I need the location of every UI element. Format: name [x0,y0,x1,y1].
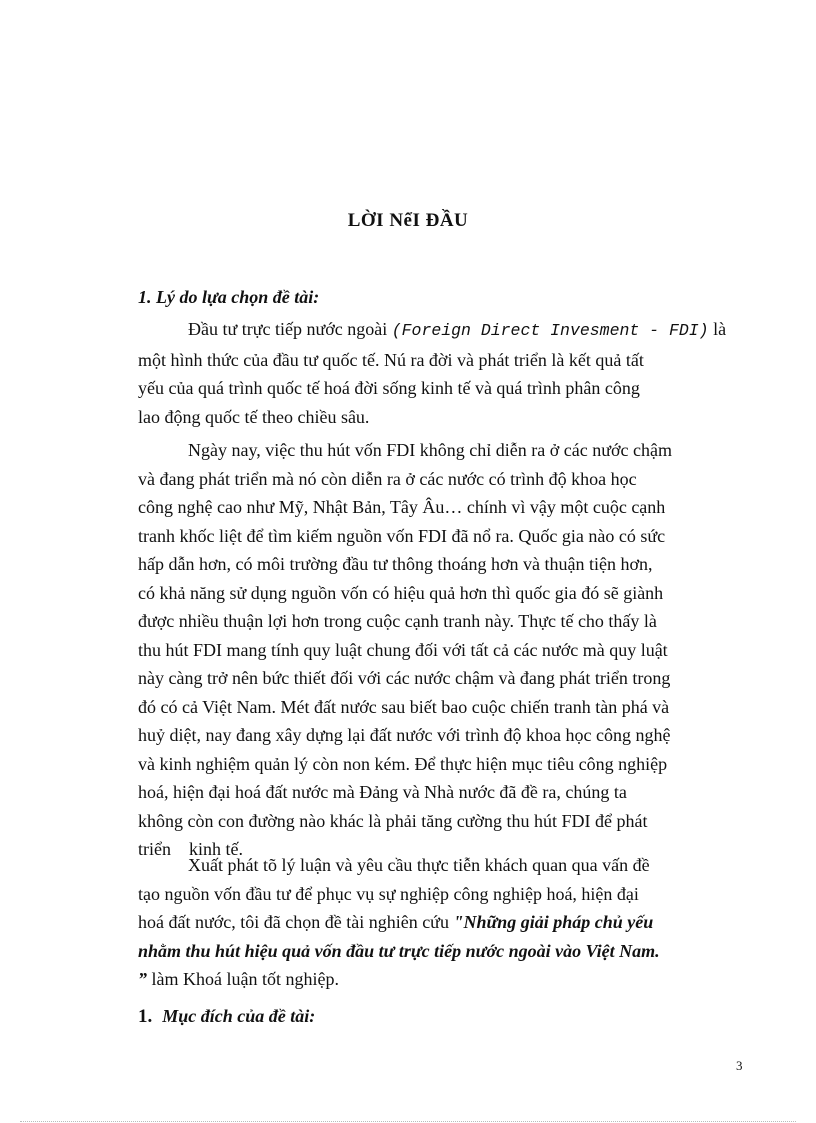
paragraph-line: này càng trở nên bức thiết đối với các nước chậm và đang phát triển trong [138,668,671,688]
paragraph-line: công nghệ cao như Mỹ, Nhật Bản, Tây Âu… chính vì vậy một cuộc cạnh [138,497,666,517]
paragraph-line: Đầu tư trực tiếp nước ngoài (Foreign Direct Invesment - FDI) là [188,319,727,340]
paragraph-line: và đang phát triển mà nó còn diễn ra ở các nước có trình độ khoa học [138,468,637,489]
paragraph-line: hấp dẫn hơn, có môi trường đầu tư thông thoáng hơn và thuận tiện hơn, [138,554,653,574]
paragraph-line: lao động quốc tế theo chiều sâu. [138,406,370,427]
paragraph-thesis-topic [138,851,740,994]
paragraph-line: được nhiều thuận lợi hơn trong cuộc cạnh tranh này. Thực tế cho thấy là [138,611,657,631]
paragraph-line: và kinh nghiệm quản lý còn non kém. Để thực hiện mục tiêu công nghiệp [138,753,668,774]
paragraph-line: đó có cả Việt Nam. Mét đất nước sau biết bao cuộc chiến tranh tàn phá và [138,696,670,717]
paragraph-line: Xuất phát tõ lý luận và yêu cầu thực tiễn khách quan qua vấn đề [188,855,650,875]
paragraph-line: triển kinh tế. [138,839,243,859]
section-number: 1. [138,1006,153,1027]
fdi-term: (Foreign Direct Invesment - FDI) [391,321,709,340]
thesis-title: "Những giải pháp chủ yếu [453,912,654,932]
paragraph-line: tạo nguồn vốn đầu tư để phục vụ sự nghiệp công nghiệp hoá, hiện đại [138,883,639,904]
section-heading-purpose [138,1006,315,1028]
page-title: LỜI NểI ĐẦU [347,210,469,231]
page-bottom-divider [20,1121,796,1122]
paragraph-line: huỷ diệt, nay đang xây dựng lại đất nước với trình độ khoa học công nghệ [138,725,671,745]
paragraph-fdi-attraction [138,436,740,864]
paragraph-line: ” làm Khoá luận tốt nghiệp. [138,969,339,989]
thesis-title-continued: nhằm thu hút hiệu quả vốn đầu tư trực tiếp nước ngoài vào Việt Nam. [138,940,660,961]
paragraph-line: thu hút FDI mang tính quy luật chung đối với tất cả các nước mà quy luật [138,639,668,660]
paragraph-line: hoá đất nước, tôi đã chọn đề tài nghiên cứu "Những giải pháp chủ yếu [138,912,654,932]
paragraph-line: một hình thức của đầu tư quốc tế. Nú ra đời và phát triển là kết quả tất [138,349,644,370]
paragraph-line: có khả năng sử dụng nguồn vốn có hiệu quả hơn thì quốc gia đó sẽ giành [138,582,664,603]
paragraph-line: yếu của quá trình quốc tế hoá đời sống kinh tế và quá trình phân công [138,378,640,398]
paragraph-line: tranh khốc liệt để tìm kiếm nguồn vốn FDI đã nổ ra. Quốc gia nào có sức [138,525,666,546]
page-number: 3 [736,1058,743,1073]
section-heading-text: Mục đích của đề tài: [162,1006,316,1026]
section-heading-reason: 1. Lý do lựa chọn đề tài: [138,287,320,307]
paragraph-line: Ngày nay, việc thu hút vốn FDI không chỉ diễn ra ở các nước chậm [188,440,672,460]
paragraph-fdi-definition [138,315,740,431]
paragraph-line: không còn con đường nào khác là phải tăng cường thu hút FDI để phát [138,810,648,831]
paragraph-line: hoá, hiện đại hoá đất nước mà Đảng và Nhà nước đã đề ra, chúng ta [138,782,627,802]
